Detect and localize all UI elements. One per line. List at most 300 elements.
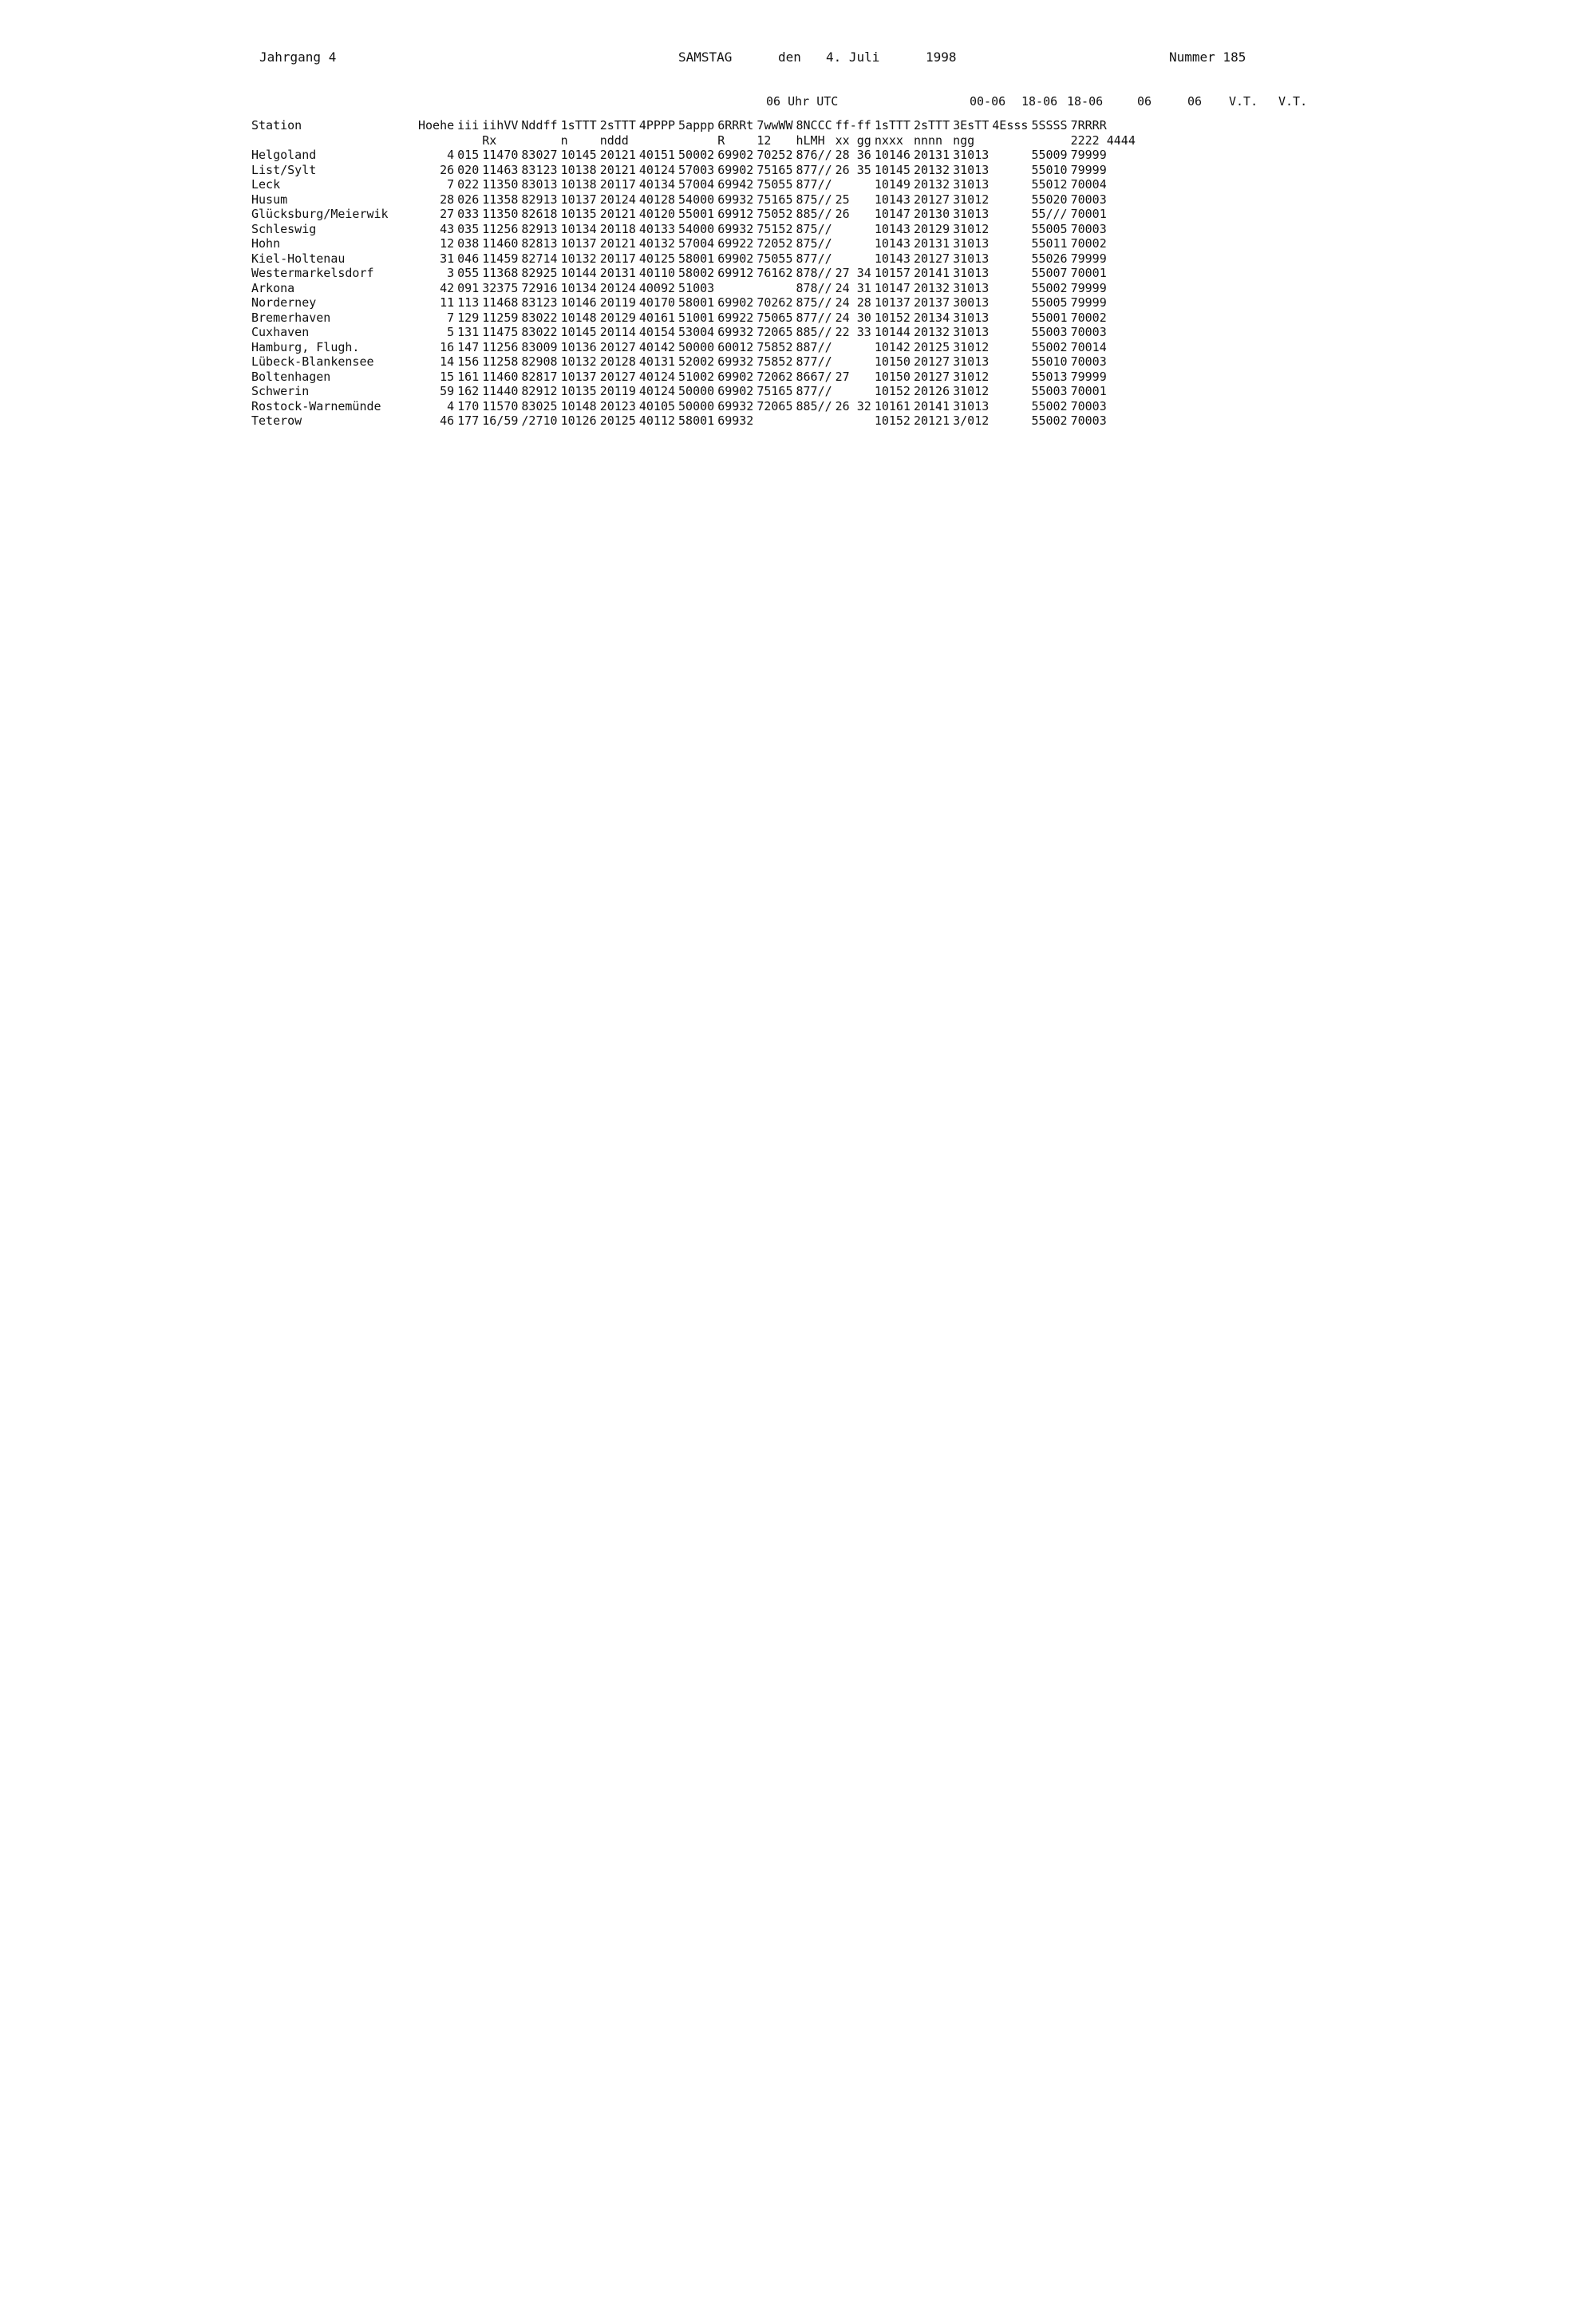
- table-cell: 70001: [1070, 384, 1107, 398]
- table-cell: 55026: [1031, 251, 1068, 266]
- table-row: [251, 311, 1139, 326]
- table-cell: 50002: [678, 148, 715, 162]
- table-cell: 26: [835, 207, 850, 221]
- table-cell: 40142: [638, 339, 676, 354]
- table-cell: 10137: [560, 236, 597, 251]
- table-cell: 20125: [599, 413, 636, 428]
- table-cell: 51003: [678, 280, 715, 295]
- table-row: [251, 399, 1139, 414]
- table-cell: 877//: [796, 354, 832, 369]
- table-cell: 20123: [599, 398, 636, 413]
- table-cell: 20127: [599, 369, 636, 384]
- table-cell: 20132: [913, 280, 950, 295]
- table-cell: 75852: [757, 354, 793, 369]
- column-header-label: ff-ff: [835, 118, 871, 133]
- station-name: Schwerin: [251, 384, 310, 398]
- table-cell: [992, 370, 1031, 385]
- table-cell: 75052: [757, 207, 793, 221]
- table-cell: 55005: [1031, 295, 1068, 310]
- table-cell: 885//: [796, 207, 832, 221]
- table-cell: 32375: [482, 280, 519, 295]
- year-label: 1998: [926, 49, 957, 65]
- table-cell: 70004: [1070, 177, 1107, 192]
- column-header-sublabel: nxxx: [874, 133, 903, 148]
- table-cell: 10143: [874, 251, 911, 266]
- table-cell: 177: [457, 413, 480, 428]
- table-cell: 70003: [1070, 325, 1107, 339]
- table-cell: 40151: [638, 148, 676, 162]
- table-cell: 25: [835, 192, 850, 207]
- table-row: [251, 207, 1139, 222]
- table-cell: 11350: [482, 207, 519, 221]
- table-row: [251, 222, 1139, 237]
- table-cell: 10161: [874, 398, 911, 413]
- table-row: [251, 354, 1139, 370]
- column-header-label: 7RRRR: [1070, 118, 1107, 133]
- table-cell: 26 32: [835, 398, 871, 413]
- table-cell: 10135: [560, 384, 597, 398]
- table-cell: 83123: [521, 162, 558, 177]
- table-cell: 69942: [717, 177, 754, 192]
- column-header-label: 2sTTT: [913, 118, 950, 133]
- table-cell: 885//: [796, 325, 832, 339]
- table-cell: 10134: [560, 280, 597, 295]
- table-cell: 72065: [757, 398, 793, 413]
- table-cell: 015: [457, 148, 480, 162]
- table-cell: 10150: [874, 369, 911, 384]
- column-header-sublabel: 2222 4444: [1070, 133, 1136, 148]
- station-name: Kiel-Holtenau: [251, 251, 346, 266]
- table-cell: 83123: [521, 295, 558, 310]
- table-cell: [992, 207, 1031, 222]
- station-table: [251, 118, 1139, 429]
- table-cell: 75165: [757, 162, 793, 177]
- table-cell: 70002: [1070, 310, 1107, 325]
- table-cell: 11258: [482, 354, 519, 369]
- table-cell: [796, 413, 836, 429]
- table-cell: 40124: [638, 384, 676, 398]
- table-cell: 55011: [1031, 236, 1068, 251]
- table-cell: [836, 236, 875, 251]
- table-cell: 20124: [599, 192, 636, 207]
- table-cell: [836, 354, 875, 370]
- column-header: [251, 118, 418, 148]
- table-cell: 40120: [638, 207, 676, 221]
- table-cell: 10142: [874, 339, 911, 354]
- table-cell: 129: [457, 310, 480, 325]
- table-cell: 69932: [717, 221, 754, 236]
- table-cell: 31013: [953, 251, 990, 266]
- table-cell: 55///: [1031, 207, 1068, 221]
- table-cell: 83022: [521, 310, 558, 325]
- table-cell: [992, 325, 1031, 340]
- table-cell: 40110: [638, 266, 676, 280]
- table-cell: 20117: [599, 177, 636, 192]
- table-cell: 42: [440, 280, 455, 295]
- table-cell: 10147: [874, 207, 911, 221]
- station-name: Norderney: [251, 295, 317, 310]
- column-header: [953, 118, 992, 148]
- column-header: [796, 118, 836, 148]
- station-name: Teterow: [251, 413, 302, 428]
- table-cell: 12: [440, 236, 455, 251]
- table-cell: 11459: [482, 251, 519, 266]
- column-header-label: Station: [251, 118, 302, 133]
- station-name: Cuxhaven: [251, 325, 310, 339]
- table-cell: 20127: [913, 354, 950, 369]
- table-cell: [992, 251, 1031, 267]
- table-cell: 31012: [953, 384, 990, 398]
- table-row: [251, 236, 1139, 251]
- table-cell: [992, 177, 1031, 192]
- table-cell: 10147: [874, 280, 911, 295]
- table-cell: 131: [457, 325, 480, 339]
- table-cell: 20137: [913, 295, 950, 310]
- table-cell: 82925: [521, 266, 558, 280]
- table-cell: 20129: [599, 310, 636, 325]
- table-cell: 10126: [560, 413, 597, 428]
- table-cell: 24 31: [835, 280, 871, 295]
- table-cell: 10143: [874, 192, 911, 207]
- table-cell: 70262: [757, 295, 793, 310]
- table-cell: 55002: [1031, 339, 1068, 354]
- table-cell: 31013: [953, 207, 990, 221]
- table-cell: 72065: [757, 325, 793, 339]
- column-header: [457, 118, 482, 148]
- table-row: [251, 413, 1139, 429]
- table-cell: 31013: [953, 325, 990, 339]
- table-cell: 10148: [560, 398, 597, 413]
- table-cell: 27 34: [835, 266, 871, 280]
- table-cell: 20131: [913, 236, 950, 251]
- table-cell: 40161: [638, 310, 676, 325]
- column-header-sublabel: n: [560, 133, 568, 148]
- table-cell: 70003: [1070, 354, 1107, 369]
- table-cell: 50000: [678, 384, 715, 398]
- table-cell: 79999: [1070, 280, 1107, 295]
- table-cell: [992, 354, 1031, 370]
- table-cell: 55010: [1031, 162, 1068, 177]
- table-cell: 5: [447, 325, 455, 339]
- column-header-label: iii: [457, 118, 480, 133]
- table-cell: [992, 399, 1031, 414]
- table-cell: 11470: [482, 148, 519, 162]
- column-headers: [251, 118, 1139, 148]
- table-cell: 40105: [638, 398, 676, 413]
- table-cell: 40124: [638, 162, 676, 177]
- table-row: [251, 192, 1139, 208]
- jahrgang-label: Jahrgang 4: [259, 49, 337, 65]
- table-cell: 10145: [560, 325, 597, 339]
- table-cell: 60012: [717, 339, 754, 354]
- table-cell: 046: [457, 251, 480, 266]
- table-cell: 20127: [599, 339, 636, 354]
- station-name: Husum: [251, 192, 288, 207]
- group-header-00-06: 00-06: [970, 94, 1006, 109]
- station-name: Helgoland: [251, 148, 317, 162]
- column-header-sublabel: 12: [757, 133, 772, 148]
- column-header: [600, 118, 639, 148]
- table-cell: 82817: [521, 369, 558, 384]
- table-cell: 10134: [560, 221, 597, 236]
- table-cell: 69902: [717, 162, 754, 177]
- table-cell: [992, 384, 1031, 399]
- table-cell: 31013: [953, 280, 990, 295]
- table-cell: 59: [440, 384, 455, 398]
- table-cell: 55002: [1031, 280, 1068, 295]
- table-cell: 69912: [717, 266, 754, 280]
- table-cell: 31012: [953, 369, 990, 384]
- group-header-06-uhr: 06 Uhr UTC: [766, 94, 839, 109]
- table-cell: 40132: [638, 236, 676, 251]
- column-header-label: 2sTTT: [599, 118, 636, 133]
- table-cell: 79999: [1070, 369, 1107, 384]
- table-cell: 58001: [678, 295, 715, 310]
- table-cell: 885//: [796, 398, 832, 413]
- table-cell: /2710: [521, 413, 558, 428]
- table-cell: 82913: [521, 192, 558, 207]
- table-cell: 10137: [874, 295, 911, 310]
- table-cell: 69932: [717, 192, 754, 207]
- table-cell: 10132: [560, 251, 597, 266]
- table-cell: 75055: [757, 177, 793, 192]
- table-cell: 54000: [678, 221, 715, 236]
- table-cell: 40128: [638, 192, 676, 207]
- table-cell: 40092: [638, 280, 676, 295]
- table-cell: 10145: [874, 162, 911, 177]
- table-cell: 69922: [717, 310, 754, 325]
- table-cell: 20134: [913, 310, 950, 325]
- table-cell: 69922: [717, 236, 754, 251]
- table-cell: 70252: [757, 148, 793, 162]
- table-cell: 20130: [913, 207, 950, 221]
- table-cell: 4: [447, 398, 455, 413]
- table-cell: 10138: [560, 177, 597, 192]
- table-cell: 877//: [796, 162, 832, 177]
- table-cell: 10157: [874, 266, 911, 280]
- column-header: [914, 118, 953, 148]
- table-cell: 10143: [874, 236, 911, 251]
- table-cell: 82912: [521, 384, 558, 398]
- table-cell: 69902: [717, 384, 754, 398]
- column-header-label: 1sTTT: [874, 118, 911, 133]
- table-cell: 79999: [1070, 148, 1107, 162]
- table-cell: 69932: [717, 413, 754, 428]
- table-cell: 70003: [1070, 398, 1107, 413]
- group-header-18-06-max: 18-06: [1021, 94, 1058, 109]
- table-cell: 31013: [953, 266, 990, 280]
- table-cell: 31013: [953, 148, 990, 162]
- table-cell: 10136: [560, 339, 597, 354]
- table-cell: 878//: [796, 266, 832, 280]
- column-header-label: iihVV: [482, 118, 519, 133]
- table-cell: 22 33: [835, 325, 871, 339]
- station-name: Leck: [251, 177, 281, 192]
- table-cell: 52002: [678, 354, 715, 369]
- table-cell: 55003: [1031, 384, 1068, 398]
- table-cell: 875//: [796, 192, 832, 207]
- table-cell: 40154: [638, 325, 676, 339]
- table-cell: 876//: [796, 148, 832, 162]
- table-cell: 83025: [521, 398, 558, 413]
- column-header: [639, 118, 678, 148]
- table-cell: 31013: [953, 354, 990, 369]
- group-header-vt-1: V.T.: [1229, 94, 1258, 109]
- table-cell: 69902: [717, 148, 754, 162]
- table-cell: 3: [447, 266, 455, 280]
- station-rows: [251, 148, 1139, 429]
- table-cell: 033: [457, 207, 480, 221]
- table-cell: 20121: [599, 236, 636, 251]
- table-cell: 20132: [913, 162, 950, 177]
- table-cell: 887//: [796, 339, 832, 354]
- table-row: [251, 266, 1139, 281]
- table-cell: 40133: [638, 221, 676, 236]
- table-cell: 75165: [757, 192, 793, 207]
- table-cell: 20119: [599, 384, 636, 398]
- table-cell: 83027: [521, 148, 558, 162]
- station-name: Boltenhagen: [251, 369, 331, 384]
- table-cell: 3/012: [953, 413, 990, 428]
- table-cell: 16/59: [482, 413, 519, 428]
- column-header-sublabel: xx gg: [835, 133, 871, 148]
- table-cell: 875//: [796, 295, 832, 310]
- table-cell: 035: [457, 221, 480, 236]
- station-name: Glücksburg/Meierwik: [251, 207, 389, 221]
- table-cell: 70003: [1070, 192, 1107, 207]
- table-cell: [992, 148, 1031, 163]
- table-cell: 83013: [521, 177, 558, 192]
- table-cell: 11468: [482, 295, 519, 310]
- table-cell: 11570: [482, 398, 519, 413]
- table-cell: 31012: [953, 192, 990, 207]
- table-cell: 10137: [560, 369, 597, 384]
- table-cell: 72052: [757, 236, 793, 251]
- table-cell: 20119: [599, 295, 636, 310]
- table-cell: 31012: [953, 221, 990, 236]
- table-row: [251, 384, 1139, 399]
- table-cell: 161: [457, 369, 480, 384]
- column-header-label: 3EsTT: [953, 118, 990, 133]
- table-row: [251, 251, 1139, 267]
- column-header: [757, 118, 796, 148]
- table-cell: 46: [440, 413, 455, 428]
- table-cell: 15: [440, 369, 455, 384]
- table-cell: 20127: [913, 369, 950, 384]
- table-cell: 43: [440, 221, 455, 236]
- table-cell: [836, 177, 875, 192]
- table-cell: 75055: [757, 251, 793, 266]
- group-header-18-06-min: 18-06: [1067, 94, 1104, 109]
- table-cell: 11256: [482, 339, 519, 354]
- column-header-sublabel: ngg: [953, 133, 975, 148]
- table-cell: 10145: [560, 148, 597, 162]
- table-cell: 58001: [678, 413, 715, 428]
- den-label: den: [778, 49, 801, 65]
- table-cell: [836, 340, 875, 355]
- station-name: Bremerhaven: [251, 310, 331, 325]
- column-header-sublabel: Rx: [482, 133, 497, 148]
- table-cell: 69932: [717, 325, 754, 339]
- table-cell: 878//: [796, 280, 832, 295]
- table-cell: [992, 266, 1031, 281]
- table-cell: 50000: [678, 339, 715, 354]
- table-cell: 31012: [953, 339, 990, 354]
- table-cell: 11460: [482, 236, 519, 251]
- table-cell: 70003: [1070, 221, 1107, 236]
- table-cell: 10132: [560, 354, 597, 369]
- table-cell: [836, 222, 875, 237]
- column-header-label: 5appp: [678, 118, 715, 133]
- table-cell: 70014: [1070, 339, 1107, 354]
- column-header-label: 4Esss: [992, 118, 1029, 133]
- table-cell: 055: [457, 266, 480, 280]
- table-cell: 57004: [678, 236, 715, 251]
- issue-number: Nummer 185: [1169, 49, 1246, 65]
- table-cell: 11475: [482, 325, 519, 339]
- table-cell: 31013: [953, 310, 990, 325]
- table-cell: 20141: [913, 266, 950, 280]
- table-cell: [992, 281, 1031, 296]
- table-cell: 72916: [521, 280, 558, 295]
- table-cell: 55013: [1031, 369, 1068, 384]
- table-cell: 40170: [638, 295, 676, 310]
- table-cell: 70003: [1070, 413, 1107, 428]
- table-cell: 10144: [560, 266, 597, 280]
- table-cell: [992, 222, 1031, 237]
- table-cell: 27: [440, 207, 455, 221]
- table-cell: [757, 413, 796, 429]
- table-cell: 79999: [1070, 295, 1107, 310]
- table-cell: 16: [440, 339, 455, 354]
- table-cell: [992, 340, 1031, 355]
- table-cell: 7: [447, 310, 455, 325]
- table-cell: 40131: [638, 354, 676, 369]
- table-cell: 11259: [482, 310, 519, 325]
- table-cell: 10144: [874, 325, 911, 339]
- station-name: Rostock-Warnemünde: [251, 398, 381, 413]
- column-header: [992, 118, 1031, 148]
- table-cell: 20121: [599, 162, 636, 177]
- table-cell: 31013: [953, 177, 990, 192]
- column-header-label: Hoehe: [418, 118, 455, 133]
- table-cell: 69902: [717, 251, 754, 266]
- table-cell: 31013: [953, 236, 990, 251]
- table-cell: 55005: [1031, 221, 1068, 236]
- station-name: Arkona: [251, 280, 295, 295]
- group-header-06-b: 06: [1187, 94, 1203, 109]
- column-header-sublabel: nddd: [599, 133, 629, 148]
- station-name: List/Sylt: [251, 162, 317, 177]
- table-cell: 55002: [1031, 398, 1068, 413]
- table-cell: 69932: [717, 354, 754, 369]
- table-cell: [992, 192, 1031, 208]
- table-cell: 76162: [757, 266, 793, 280]
- table-cell: 55009: [1031, 148, 1068, 162]
- table-cell: 10152: [874, 384, 911, 398]
- table-cell: 55010: [1031, 354, 1068, 369]
- table-cell: 75152: [757, 221, 793, 236]
- table-cell: 26 35: [835, 162, 871, 177]
- table-cell: 50000: [678, 398, 715, 413]
- table-row: [251, 340, 1139, 355]
- table-cell: 10152: [874, 413, 911, 428]
- table-cell: 40134: [638, 177, 676, 192]
- table-cell: 11: [440, 295, 455, 310]
- table-cell: 113: [457, 295, 480, 310]
- table-cell: 82813: [521, 236, 558, 251]
- table-cell: 11463: [482, 162, 519, 177]
